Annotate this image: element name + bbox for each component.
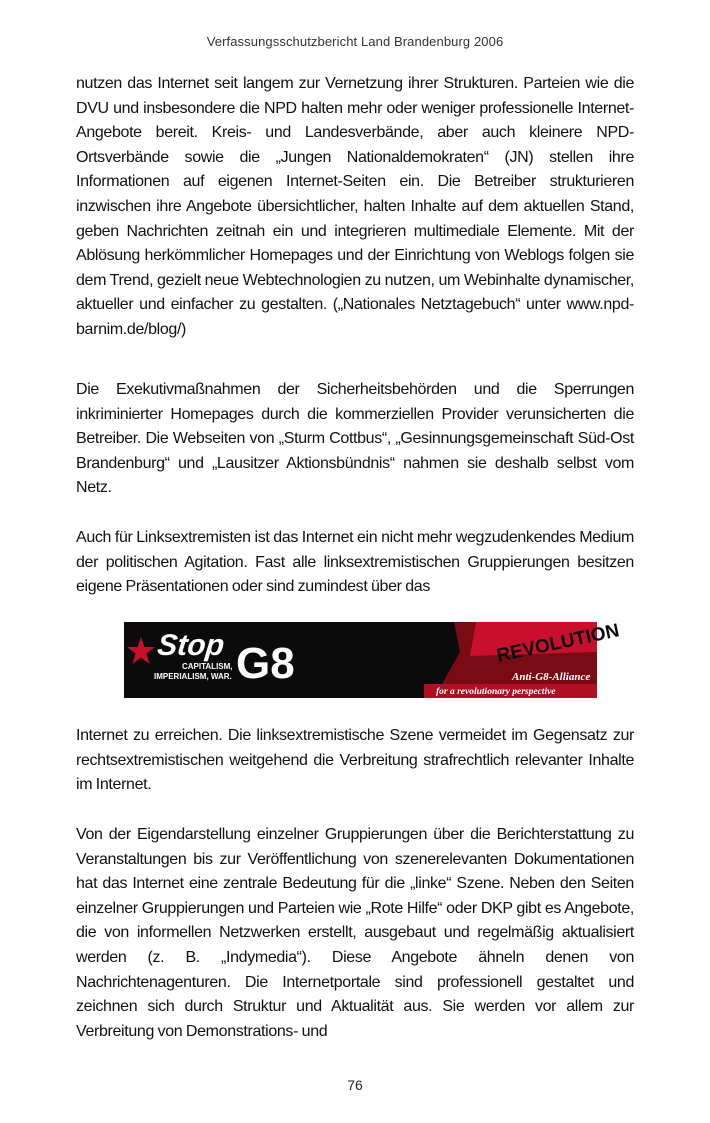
banner-alliance-subtitle: for a revolutionary perspective	[436, 687, 556, 697]
body-paragraph-2: Die Exekutivmaßnahmen der Sicherheitsbehörden und die Sperrungen inkriminierter Homepages durch die kommerziellen Provider verunsicherten die Betreiber. Die Webseiten von „Sturm Cottbus“, „Gesinnungsgemeinschaft Süd-Ost Brandenburg“ und „Lausitzer Aktionsbündnis“ nahmen sie deshalb selbst vom Netz.	[76, 381, 634, 497]
running-header: Verfassungsschutzbericht Land Brandenburg 2006	[206, 34, 504, 49]
body-paragraph-5: Von der Eigendarstellung einzelner Gruppierungen über die Berichterstattung zu Veranstaltungen bis zur Veröffentlichung von szenerelevanten Dokumentationen hat das Internet eine zentrale Bedeutung für die „linke“ Szene. Neben den Seiten einzelner Gruppierungen und Parteien wie „Rote Hilfe“ oder DKP gibt es Angebote, die von informellen Netzwerken erstellt, ausgebaut und regelmäßig aktualisiert werden (z. B. „Indymedia“). Diese Angebote ähneln denen von Nachrichtenagenturen. Die Internetportale sind professionell gestaltet und zeichnen sich durch Struktur und Aktualität aus. Sie werden vor allem zur Verbreitung von Demonstrations- und	[76, 826, 634, 1040]
body-paragraph-4: Internet zu erreichen. Die linksextremistische Szene vermeidet im Gegensatz zur rechtsextremistischen weitgehend die Verbreitung strafrechtlich relevanter Inhalte im Internet.	[76, 727, 634, 794]
page-number: 76	[347, 1077, 363, 1093]
banner-logo-stop: Stop	[155, 629, 226, 662]
body-paragraph-3: Auch für Linksextremisten ist das Internet ein nicht mehr wegzudenkendes Medium der politischen Agitation. Fast alle linksextremistischen Gruppierungen besitzen eigene Präsentationen oder sind zumindest über das	[76, 529, 634, 596]
banner-tagline-line-1: CAPITALISM,	[182, 662, 233, 671]
banner-logo-g8: G8	[236, 639, 295, 688]
body-paragraph-1: nutzen das Internet seit langem zur Vernetzung ihrer Strukturen. Parteien wie die DVU und insbesondere die NPD halten mehr oder weniger professionelle Internet-Angebote bereit. Kreis- und Landesverbände, aber auch kleinere NPD-Ortsverbände sowie die „Jungen Nationaldemokraten“ (JN) stellen ihre Informationen auf eigenen Internet-Seiten ein. Die Betreiber strukturieren inzwischen ihre Angebote übersichtlicher, halten Inhalte auf dem aktuellen Stand, geben Nachrichten zeitnah ein und integrieren multimediale Elemente. Mit der Ablösung herkömmlicher Homepages und der Einrichtung von Weblogs folgen sie dem Trend, gezielt neue Webtechnologien zu nutzen, um Webinhalte dynamischer, aktueller und einfacher zu gestalten. („Nationales Netztagebuch“ unter www.npd-barnim.de/blog/)	[76, 75, 634, 338]
banner-alliance-name: Anti-G8-Alliance	[512, 671, 591, 683]
banner-tagline-line-2: IMPERIALISM, WAR.	[154, 672, 232, 681]
stop-g8-banner-image	[124, 620, 622, 698]
banner-slogan-revolution: REVOLUTION	[494, 620, 622, 667]
